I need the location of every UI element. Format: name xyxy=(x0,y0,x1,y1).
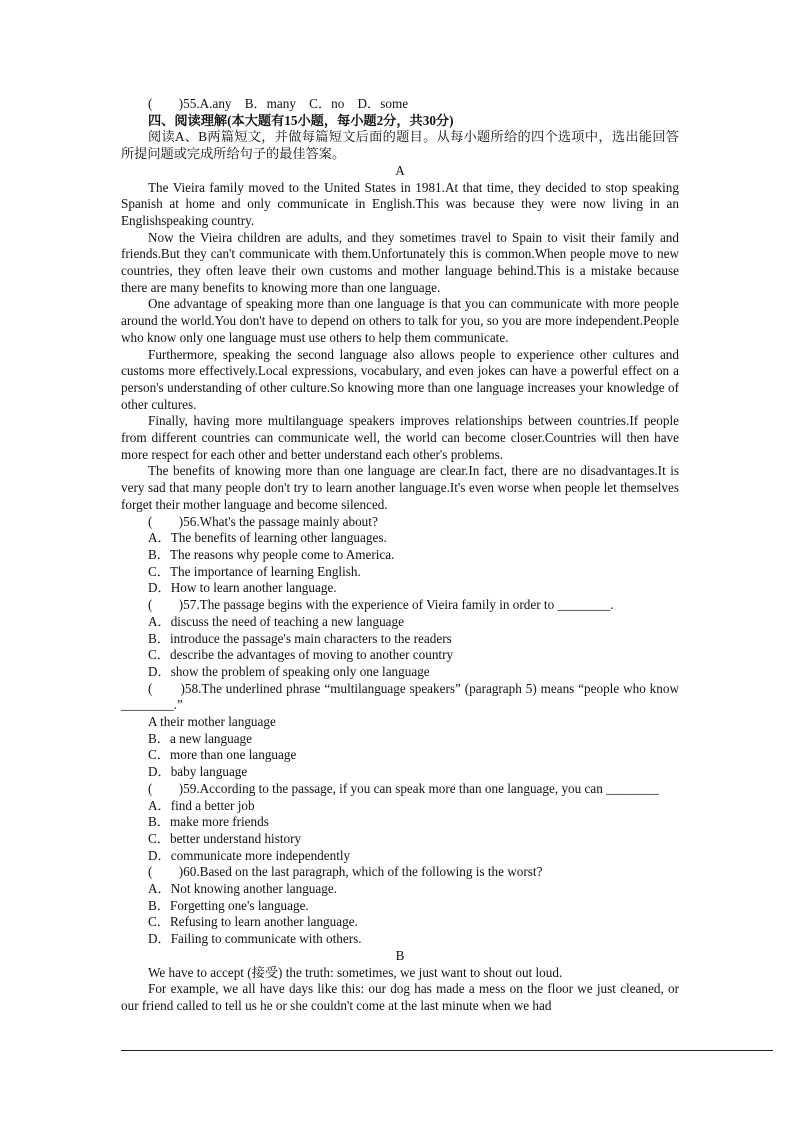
option: D．How to learn another language. xyxy=(148,580,337,596)
option: D．show the problem of speaking only one language xyxy=(148,663,430,679)
option: A．The benefits of learning other languages. xyxy=(148,530,387,546)
passage-a-paragraph: One advantage of speaking more than one language is that you can communicate with more people around the world.You don't have to depend on others to talk for you, so you are more independent.People who know only one language must use others to help them communicate. xyxy=(121,296,679,345)
passage-b-heading: B xyxy=(395,947,405,963)
option: A their mother language xyxy=(148,714,276,730)
question-60-options xyxy=(121,881,679,948)
option: C．The importance of learning English. xyxy=(148,563,361,579)
question-57-options xyxy=(121,614,679,681)
section-title: 四、阅读理解(本大题有15小题，每小题2分，共30分) xyxy=(148,112,454,128)
option: D．Failing to communicate with others. xyxy=(148,931,362,947)
option: A．Not knowing another language. xyxy=(148,881,337,897)
passage-a-paragraph: Finally, having more multilanguage speakers improves relationships between countries.If people from different countries can communicate well, the world can become closer.Countries will then have more respect for each other and better understand each other's problems. xyxy=(121,413,679,462)
option: B．introduce the passage's main characters to the readers xyxy=(148,630,452,646)
passage-a-paragraph: Furthermore, speaking the second language also allows people to experience other cultures and customs more effectively.Local expressions, vocabulary, and even jokes can have a powerful effect on a person's understanding of other culture.So knowing more than one language increases your knowledge of other cultures. xyxy=(121,346,679,412)
question-56-options xyxy=(121,530,679,597)
passage-b-paragraph: For example, we all have days like this: our dog has made a mess on the floor we just cleaned, or our friend called to tell us he or she couldn't come at the last minute when we had xyxy=(121,981,679,1013)
option: B．Forgetting one's language. xyxy=(148,897,309,913)
option: D．communicate more independently xyxy=(148,847,351,863)
passage-a-heading: A xyxy=(395,162,405,178)
option: B．a new language xyxy=(148,730,252,746)
option: D．baby language xyxy=(148,764,248,780)
option: C．more than one language xyxy=(148,747,297,763)
passage-a-paragraph: The Vieira family moved to the United States in 1981.At that time, they decided to stop speaking Spanish at home and only communicate in English.This was because they were now living in an Englishspeaking country. xyxy=(121,179,679,228)
page-bottom-rule xyxy=(121,1050,773,1051)
question-55: ( )55.A.any B．many C．no D．some xyxy=(148,96,409,111)
question-56-stem: ( )56.What's the passage mainly about? xyxy=(148,513,378,529)
question-60-stem: ( )60.Based on the last paragraph, which of the following is the worst? xyxy=(148,864,543,880)
question-57-stem: ( )57.The passage begins with the experience of Vieira family in order to ________. xyxy=(148,597,614,613)
question-59-options xyxy=(121,798,679,865)
option: B．make more friends xyxy=(148,814,269,830)
option: A．find a better job xyxy=(148,797,255,813)
option: C．Refusing to learn another language. xyxy=(148,914,358,930)
passage-a-paragraph: Now the Vieira children are adults, and they sometimes travel to Spain to visit their family and friends.But they can't communicate with them.Unfortunately this is common.When people move to new countries, they often leave their own customs and mother language behind.This is a mistake because there are many benefits to knowing more than one language. xyxy=(121,229,679,295)
section-instructions: 阅读A、B两篇短文，并做每篇短文后面的题目。从每小题所给的四个选项中，选出能回答所提问题或完成所给句子的最佳答案。 xyxy=(121,129,679,162)
option: A．discuss the need of teaching a new language xyxy=(148,613,404,629)
question-58-options xyxy=(121,714,679,781)
passage-a-paragraph: The benefits of knowing more than one language are clear.In fact, there are no disadvantages.It is very sad that many people don't try to learn another language.It's even worse when people let themselves forget their mother language and become silenced. xyxy=(121,463,679,512)
option: C．describe the advantages of moving to another country xyxy=(148,647,454,663)
question-58-stem: ( )58.The underlined phrase “multilanguage speakers” (paragraph 5) means “people who know ________.” xyxy=(121,680,679,713)
document-page xyxy=(121,96,679,1015)
question-59-stem: ( )59.According to the passage, if you can speak more than one language, you can ________ xyxy=(148,780,659,796)
option: C．better understand history xyxy=(148,830,302,846)
passage-b-paragraph: We have to accept (接受) the truth: sometimes, we just want to shout out loud. xyxy=(148,964,563,980)
option: B．The reasons why people come to America. xyxy=(148,546,395,562)
